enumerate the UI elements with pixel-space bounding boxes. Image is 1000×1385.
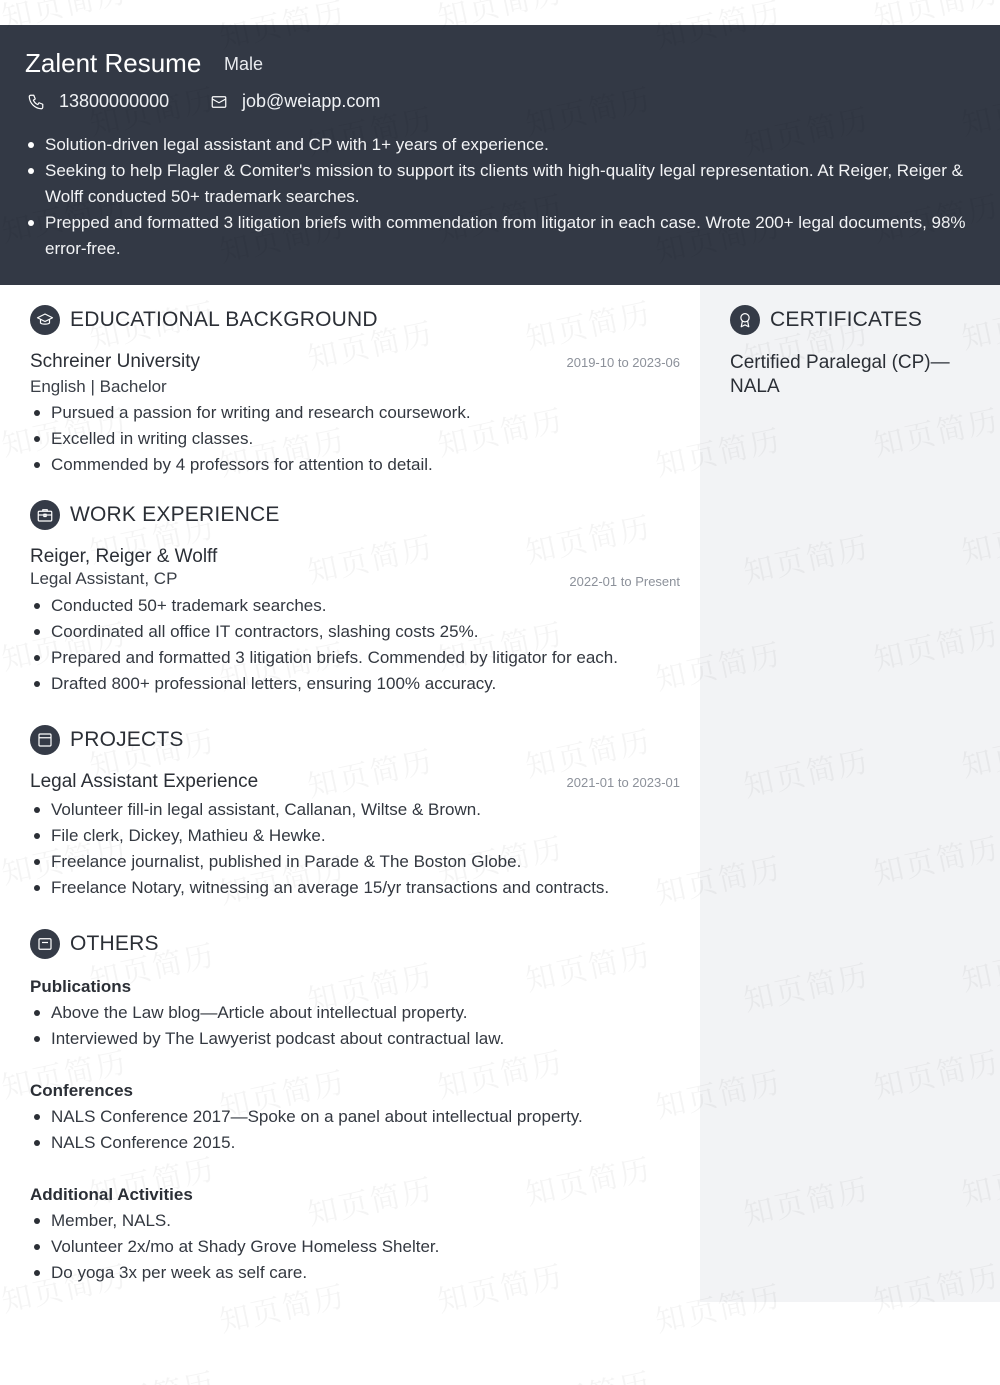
list-item: Excelled in writing classes. [30,426,670,452]
education-bullets [30,400,670,478]
list-item: Pursued a passion for writing and research coursework. [30,400,670,426]
education-date: 2019-10 to 2023-06 [566,355,680,370]
graduation-cap-icon [30,305,60,335]
phone-icon [27,93,45,111]
activities-bullets [30,1208,670,1286]
certificates-section-header [730,305,922,335]
summary-list [28,132,978,262]
work-bullets [30,593,670,697]
watermark-text [521,502,655,572]
candidate-name: Zalent Resume [25,48,202,78]
sidebar [700,285,1000,1302]
list-item: Prepared and formatted 3 litigation briefs. Commended by litigator for each. [30,645,670,671]
contact-email [210,91,380,112]
watermark-text [521,1358,655,1385]
list-item: Coordinated all office IT contractors, slashing costs 25%. [30,619,670,645]
certificate-item: Certified Paralegal (CP)—NALA [730,352,950,397]
company-name: Reiger, Reiger & Wolff [30,546,218,567]
watermark-text [85,1358,219,1385]
list-item: Volunteer 2x/mo at Shady Grove Homeless Shelter. [30,1234,670,1260]
envelope-icon [210,93,228,111]
list-item: Commended by 4 professors for attention to detail. [30,452,670,478]
others-box-icon [30,929,60,959]
publications-heading: Publications [30,977,132,996]
summary-item: Solution-driven legal assistant and CP with 1+ years of experience. [28,132,978,158]
job-role: Legal Assistant, CP [30,569,178,588]
briefcase-icon [30,500,60,530]
watermark-text [957,1358,1000,1385]
contact-phone [27,91,169,112]
watermark-text [303,736,437,806]
list-item: Volunteer fill-in legal assistant, Callanan, Wiltse & Brown. [30,797,670,823]
project-window-icon [30,725,60,755]
summary-item: Seeking to help Flagler & Comiter's mission to support its clients with high-quality legal representation. At Reiger, Reiger & Wolff conducted 50+ trademark searches. [28,158,978,210]
list-item: Freelance Notary, witnessing an average 15/yr transactions and contracts. [30,875,670,901]
section-title: WORK EXPERIENCE [70,503,280,526]
list-item: Interviewed by The Lawyerist podcast about contractual law. [30,1026,670,1052]
publications-bullets [30,1000,670,1052]
project-date: 2021-01 to 2023-01 [566,775,680,790]
list-item: NALS Conference 2015. [30,1130,670,1156]
section-title: PROJECTS [70,728,184,751]
section-title: EDUCATIONAL BACKGROUND [70,308,378,331]
email-address: job@weiapp.com [242,91,381,111]
list-item: Freelance journalist, published in Parade & The Boston Globe. [30,849,670,875]
others-section-header [30,929,159,959]
project-bullets [30,797,670,901]
watermark-text [521,930,655,1000]
award-medal-icon [730,305,760,335]
section-title: CERTIFICATES [770,308,923,331]
education-major: English | Bachelor [30,377,167,396]
watermark-text [303,522,437,592]
resume-header [0,25,1000,285]
school-name: Schreiner University [30,351,200,372]
candidate-gender: Male [224,54,264,74]
conferences-heading: Conferences [30,1081,133,1100]
projects-section-header [30,725,184,755]
work-date: 2022-01 to Present [569,574,680,589]
watermark-text [739,1378,873,1385]
phone-number: 13800000000 [59,91,170,111]
list-item: Above the Law blog—Article about intellectual property. [30,1000,670,1026]
conferences-bullets [30,1104,670,1156]
list-item: File clerk, Dickey, Mathieu & Hewke. [30,823,670,849]
section-title: OTHERS [70,932,159,955]
list-item: Conducted 50+ trademark searches. [30,593,670,619]
watermark-text [303,1378,437,1385]
list-item: NALS Conference 2017—Spoke on a panel about intellectual property. [30,1104,670,1130]
watermark-text [521,288,655,358]
education-section-header [30,305,378,335]
list-item: Drafted 800+ professional letters, ensuring 100% accuracy. [30,671,670,697]
list-item: Member, NALS. [30,1208,670,1234]
work-section-header [30,500,280,530]
project-name: Legal Assistant Experience [30,771,259,792]
list-item: Do yoga 3x per week as self care. [30,1260,670,1286]
activities-heading: Additional Activities [30,1185,193,1204]
summary-item: Prepped and formatted 3 litigation briefs with commendation from litigator in each case. Wrote 200+ legal documents, 98% error-free. [28,210,978,262]
